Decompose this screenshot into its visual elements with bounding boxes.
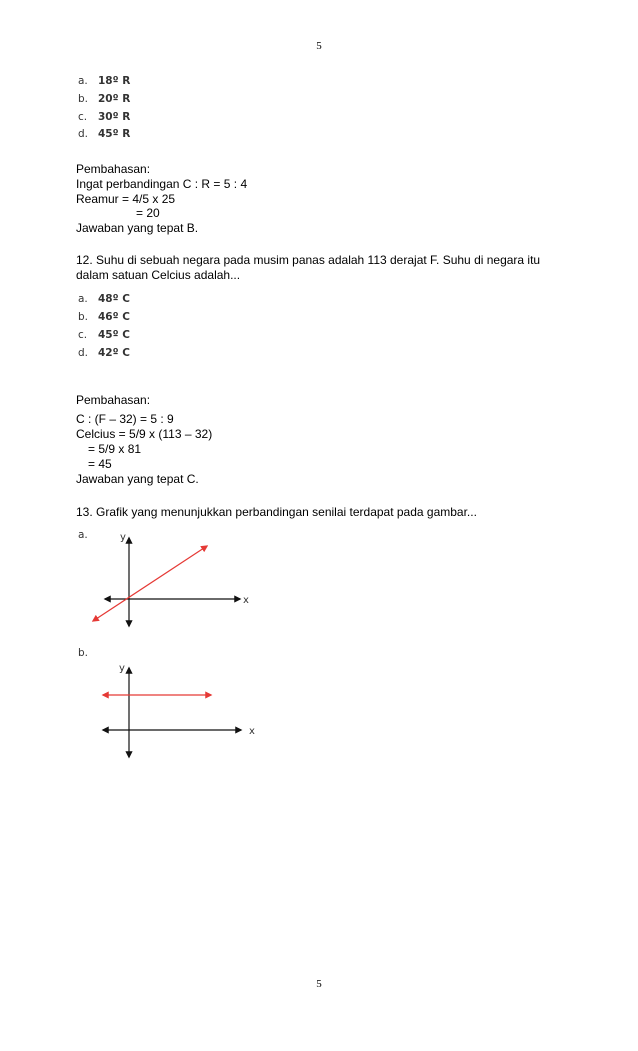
q11-solution-heading: Pembahasan: [76,162,151,176]
q12-option-c: c. 45º C [78,329,130,341]
q12-solution-line4: = 45 [88,457,112,471]
graph-b-x-label: x [249,726,255,737]
q11-answer: Jawaban yang tepat B. [76,221,199,235]
q12-question-line2: dalam satuan Celcius adalah... [76,268,241,282]
q11-solution-line3: = 20 [136,206,160,220]
q11-option-c: c. 30º R [78,111,131,123]
graph-a-label: a. [78,529,88,541]
q12-answer: Jawaban yang tepat C. [76,472,199,486]
page-number-bottom: 5 [316,978,322,990]
q13-question: 13. Grafik yang menunjukkan perbandingan senilai terdapat pada gambar... [76,505,477,519]
q12-solution-line3: = 5/9 x 81 [88,442,142,456]
q11-solution-line2: Reamur = 4/5 x 25 [76,192,176,206]
graph-b-y-label: y [119,663,125,674]
q12-solution-heading: Pembahasan: [76,393,151,407]
graph-a [85,528,265,633]
q12-option-b: b. 46º C [78,311,130,323]
graph-b-label: b. [78,647,89,659]
q12-option-d: d. 42º C [78,347,130,359]
q12-question-line1: 12. Suhu di sebuah negara pada musim panas adalah 113 derajat F. Suhu di negara itu [76,253,541,267]
graph-a-y-label: y [120,532,126,543]
q11-solution-line1: Ingat perbandingan C : R = 5 : 4 [76,177,248,191]
q11-option-a: a. 18º R [78,75,131,87]
q11-option-b: b. 20º R [78,93,131,105]
q12-solution-line2: Celcius = 5/9 x (113 – 32) [76,427,213,441]
graph-a-red-line [93,546,207,621]
q12-solution-line1: C : (F – 32) = 5 : 9 [76,412,174,426]
q11-option-d: d. 45º R [78,128,131,140]
graph-b [95,660,265,760]
graph-a-x-label: x [243,595,249,606]
page-number-top: 5 [316,40,322,52]
q12-option-a: a. 48º C [78,293,130,305]
